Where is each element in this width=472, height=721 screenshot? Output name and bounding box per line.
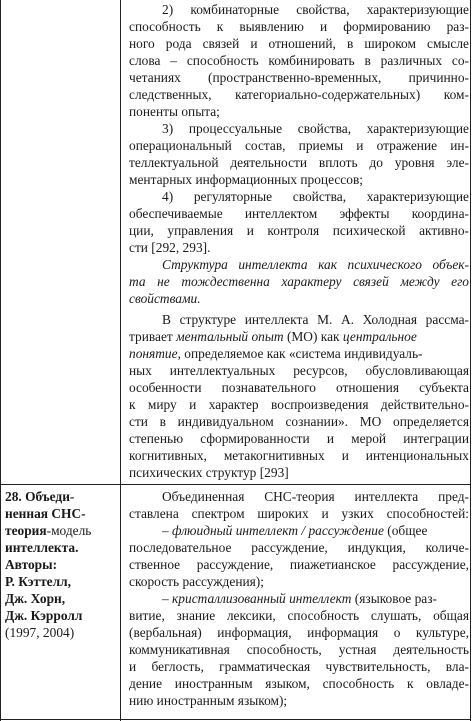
text-span: , определяемое как «система индивидуаль- <box>177 346 423 361</box>
text-line-mixed <box>129 345 469 362</box>
author-name: Дж. Хорн, <box>5 591 66 606</box>
italic-text-line: та не тождественна характеру связей между его <box>129 274 469 289</box>
text-line: ставлена спектром широких и узких способностей: <box>129 506 469 521</box>
text-line: сти [292, 293]. <box>129 240 211 255</box>
model-title-line: интеллекта. <box>5 540 79 555</box>
text-span: тривает <box>129 329 177 344</box>
text-span: – <box>162 523 173 538</box>
text-line: психических структур [293] <box>129 465 289 480</box>
text-line: ственное рассуждение, пиажетианское рассуждение, <box>129 557 469 572</box>
text-line: операциональный состав, приемы и отражение ин- <box>129 138 469 153</box>
text-span: (МО) как <box>283 329 343 344</box>
model-title-line <box>5 522 91 539</box>
text-line: 3) процессуальные свойства, характеризующие <box>162 121 469 136</box>
italic-term: кристаллизованный интеллект <box>172 591 352 606</box>
text-line: 2) комбинаторные свойства, характеризующие <box>162 2 469 17</box>
text-line: 4) регуляторные свойства, характеризующие <box>162 189 469 204</box>
text-line: особенности познавательного отношения субъекта <box>129 380 469 395</box>
text-line: дение иностранным языком, способность к овладе- <box>129 676 469 691</box>
italic-text-line: свойствами. <box>129 291 201 306</box>
text-line: и беглость, грамматическая чувствительность, вла- <box>129 659 469 674</box>
author-name: Дж. Кэрролл <box>5 608 83 623</box>
text-line: ных интеллектуальных ресурсов, обусловливающая <box>129 363 469 378</box>
italic-text-line: Структура интеллекта как психического объек- <box>162 257 469 272</box>
text-line-mixed <box>129 522 469 539</box>
text-line: к миру и характер воспроизведения действительно- <box>129 397 469 412</box>
text-line: способность к выявлению и формированию раз- <box>129 19 469 34</box>
text-line: последовательное рассуждение, индукция, количе- <box>129 540 469 555</box>
model-title-line: ненная СНС- <box>5 506 86 521</box>
text-line: слова – способность комбинировать в различных со- <box>129 53 469 68</box>
text-line: скорость рассуждения); <box>129 574 264 589</box>
text-span: теория <box>5 523 47 538</box>
text-line: теллектуальной деятельности вплоть до уровня эле- <box>129 155 469 170</box>
text-line: нию иностранным языком); <box>129 693 288 708</box>
text-line-mixed <box>129 328 469 345</box>
authors-label: Авторы: <box>5 557 58 572</box>
text-line: следственных, категориально-содержательных) ком- <box>129 87 469 102</box>
text-line: ментарных информационных процессов; <box>129 172 363 187</box>
text-line: витие, знание лексики, способность слушать, общая <box>129 608 469 623</box>
text-span: -модель <box>46 523 92 538</box>
model-years: (1997, 2004) <box>5 625 75 640</box>
text-line: когнитивных, метакогнитивных и интенциональных <box>129 448 469 463</box>
text-span: (языковое раз- <box>351 591 437 606</box>
text-line-mixed <box>129 590 469 607</box>
text-line: В структуре интеллекта М. А. Холодная рассма- <box>162 312 469 327</box>
text-line: ции, управления и контроля психической активно- <box>129 223 469 238</box>
text-line: ного рода связей и отношений, в широком смысле <box>129 36 469 51</box>
text-line: поненты опыта; <box>129 104 220 119</box>
text-line: сти в индивидуальном сознании». МО определяется <box>129 414 469 429</box>
text-line: Объединенная СНС-теория интеллекта пред- <box>162 489 469 504</box>
table-column-divider <box>120 0 121 721</box>
italic-term: ментальный опыт <box>176 329 284 344</box>
model-title-line: 28. Объеди- <box>5 489 75 504</box>
table-border-left <box>0 0 1 721</box>
table-border-right <box>470 0 471 721</box>
text-line: степенью сформированности и мерой интеграции <box>129 431 469 446</box>
italic-term: понятие <box>129 346 178 361</box>
text-line: четаниях (пространственно-временных, причинно- <box>129 70 469 85</box>
text-span: – <box>162 591 173 606</box>
table-border-bottom <box>0 719 471 720</box>
italic-term: центральное <box>342 329 417 344</box>
italic-term: флюидный интеллект / рассуждение <box>172 523 384 538</box>
author-name: Р. Кэттелл, <box>5 574 71 589</box>
text-span: (общее <box>383 523 428 538</box>
text-line: коммуникативная способность, устная деятельность <box>129 642 469 657</box>
table-row-divider <box>0 484 471 485</box>
text-line: обеспечиваемые интеллектом эффекты координа- <box>129 206 469 221</box>
text-line: (вербальная) информация, информация о культуре, <box>129 625 469 640</box>
